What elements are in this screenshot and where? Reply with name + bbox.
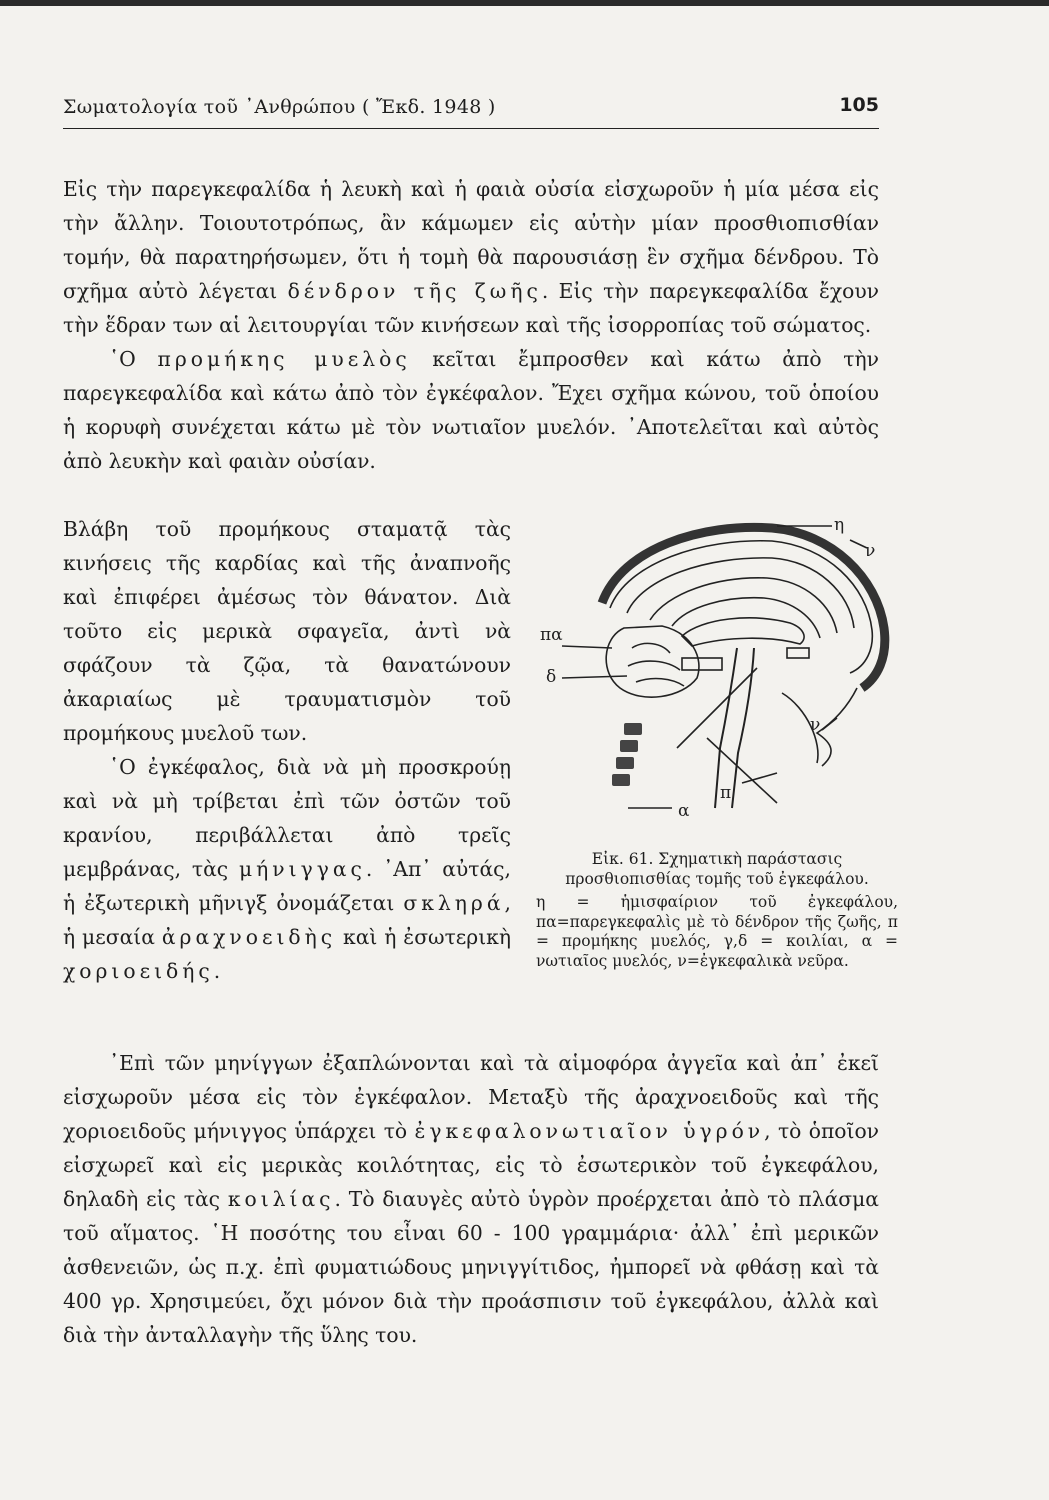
- term-koilias: κοιλίας: [227, 1187, 335, 1211]
- paragraph-4-text-c: , ἡ μεσαία: [63, 891, 511, 949]
- paragraph-5-text-b: , τὸ ὁποῖον εἰσχωρεῖ καὶ εἰς μερικὰς κοιλότητας, εἰς τὸ ἐσωτερικὸν τοῦ ἐγκεφάλου, δηλαδὴ εἰς τὰς: [63, 1119, 879, 1211]
- paragraph-3: Βλάβη τοῦ προμήκους σταματᾷ τὰς κινήσεις τῆς καρδίας καὶ τῆς ἀναπνοῆς καὶ ἐπιφέρει ἀμέσως τὸν θάνατον. Διὰ τοῦτο εἰς μερικὰ σφαγεῖα, ἀντὶ νὰ σφάζουν τὰ ζῷα, τὰ θανατώνουν ἀκαριαίως μὲ τραυματισμὸν τοῦ προμήκους μυελοῦ των.: [63, 517, 511, 745]
- term-sklira: σκληρά: [403, 891, 505, 915]
- header-rule: [63, 128, 879, 129]
- face-contour: [817, 688, 857, 766]
- label-eta: η: [834, 515, 845, 535]
- caption-legend: η = ἡμισφαίριον τοῦ ἐγκεφάλου, πα=παρεγκεφαλὶς μὲ τὸ δένδρον τῆς ζωῆς, π = προμήκης μυελός, γ,δ = κοιλίαι, α = νωτιαῖος μυελός, ν=ἐγκεφαλικὰ νεῦρα.: [536, 893, 898, 970]
- paragraph-2-text-a: ῾Ο: [109, 347, 158, 371]
- page-number: 105: [839, 94, 879, 116]
- brainstem-edge: [732, 648, 754, 808]
- ventricle-2: [787, 648, 809, 658]
- paragraph-1-text-b: . Εἰς τὴν παρεγκεφαλίδα ἔχουν τὴν ἕδραν των αἱ λειτουργίαι τῶν κινήσεων καὶ τῆς ἰσορροπίας τοῦ σώματος.: [63, 279, 879, 337]
- paragraph-1-text-a: Εἰς τὴν παρεγκεφαλίδα ἡ λευκὴ καὶ ἡ φαιὰ οὐσία εἰσχωροῦν ἡ μία μέσα εἰς τὴν ἄλλην. Τοιουτοτρόπως, ἂν κάμωμεν εἰς αὐτὴν μίαν προσθιοπισθίαν τομήν, θὰ παρατηρήσωμεν, ὅτι ἡ τομὴ θὰ παρουσιάσῃ ἓν σχῆμα δένδρου. Τὸ σχῆμα αὐτὸ λέγεται: [63, 177, 879, 303]
- term-arachnoeidis: ἀραχνοειδὴς: [161, 925, 337, 949]
- left-text-block: [63, 512, 511, 988]
- label-pa: πα: [540, 625, 563, 645]
- term-dendron-tis-zois: δένδρον τῆς ζωῆς: [287, 279, 542, 303]
- term-egkefalonotiaion-ygron: ἐγκεφαλονωτιαῖον ὑγρόν: [414, 1119, 765, 1143]
- brain-section-diagram: [532, 508, 902, 838]
- bottom-text-block: [63, 1046, 879, 1352]
- vertebrae: [612, 723, 642, 786]
- paragraph-4-text-d: καὶ ἡ ἐσωτερικὴ: [336, 925, 512, 949]
- label-pi: π: [720, 783, 732, 803]
- term-chorioeidis: χοριοειδής: [63, 959, 214, 983]
- page-header: [63, 96, 879, 128]
- skull-outline: [602, 527, 885, 688]
- term-promikis-myelos: προμήκης μυελὸς: [157, 347, 411, 371]
- paragraph-2: [63, 342, 879, 478]
- label-nu-top: ν: [865, 541, 876, 561]
- corpus-callosum: [682, 618, 804, 646]
- leader-delta: [562, 676, 627, 678]
- paragraph-4-text-a: ῾Ο ἐγκέφαλος, διὰ νὰ μὴ προσκρούῃ καὶ νὰ μὴ τρίβεται ἐπὶ τῶν ὀστῶν τοῦ κρανίου, περιβάλλεται ἀπὸ τρεῖς μεμβράνας, τὰς: [63, 755, 511, 881]
- paragraph-4-text-b: . ᾿Απ᾿ αὐτάς, ἡ ἐξωτερικὴ μῆνιγξ ὀνομάζεται: [63, 857, 511, 915]
- cortex-outline: [610, 541, 872, 673]
- ventricle: [682, 658, 722, 670]
- paragraph-1: [63, 172, 879, 342]
- label-nu-right: ν: [810, 715, 821, 735]
- arbor-vitae: [628, 643, 684, 686]
- caption-title: Εἰκ. 61. Σχηματικὴ παράστασις προσθιοπισθίας τομῆς τοῦ ἐγκεφάλου.: [565, 850, 869, 888]
- paragraph-4: [63, 750, 511, 988]
- paragraph-5-text-a: ᾿Επὶ τῶν μηνίγγων ἐξαπλώνονται καὶ τὰ αἱμοφόρα ἀγγεῖα καὶ ἀπ᾿ ἐκεῖ εἰσχωροῦν μέσα εἰς τὸν ἐγκέφαλον. Μεταξὺ τῆς ἀραχνοειδοῦς καὶ τῆς χοριοειδοῦς μήνιγγος ὑπάρχει τὸ: [63, 1051, 879, 1143]
- label-delta: δ: [546, 667, 557, 687]
- term-miniggas: μήνιγγας: [238, 857, 366, 881]
- label-alpha: α: [678, 801, 690, 821]
- running-title: Σωματολογία τοῦ ᾿Ανθρώπου ( Ἔκδ. 1948 ): [63, 96, 496, 118]
- leader-nu-right: [822, 718, 837, 730]
- paragraph-5-text-c: . Τὸ διαυγὲς αὐτὸ ὑγρὸν προέρχεται ἀπὸ τὸ πλάσμα τοῦ αἵματος. ῾Η ποσότης του εἶναι 60 - 100 γραμμάρια· ἀλλ᾿ ἐπὶ μερικῶν ἀσθενειῶν, ὡς π.χ. ἐπὶ φυματιώδους μηνιγγίτιδος, ἠμπορεῖ νὰ φθάσῃ καὶ τὰ 400 γρ. Χρησιμεύει, ὄχι μόνον διὰ τὴν προάσπισιν τοῦ ἐγκεφάλου, ἀλλὰ καὶ διὰ τὴν ἀνταλλαγὴν τῆς ὕλης του.: [63, 1187, 879, 1347]
- scan-top-edge: [0, 0, 1049, 6]
- nerve-line-1: [677, 668, 757, 748]
- gyrus-line-2: [650, 578, 837, 633]
- paragraph-4-text-e: .: [213, 959, 221, 983]
- paragraph-5: [63, 1046, 879, 1352]
- figure-caption: [536, 850, 898, 971]
- top-text-block: [63, 172, 879, 478]
- leader-pa: [562, 646, 612, 648]
- brain-section-figure: [532, 508, 902, 838]
- paragraph-2-text-b: κεῖται ἔμπροσθεν καὶ κάτω ἀπὸ τὴν παρεγκεφαλίδα καὶ κάτω ἀπὸ τὸν ἐγκέφαλον. Ἔχει σχῆμα κώνου, τοῦ ὁποίου ἡ κορυφὴ συνέχεται κάτω μὲ τὸν νωτιαῖον μυελόν. ᾿Αποτελεῖται καὶ αὐτὸς ἀπὸ λευκὴν καὶ φαιὰν οὐσίαν.: [63, 347, 879, 473]
